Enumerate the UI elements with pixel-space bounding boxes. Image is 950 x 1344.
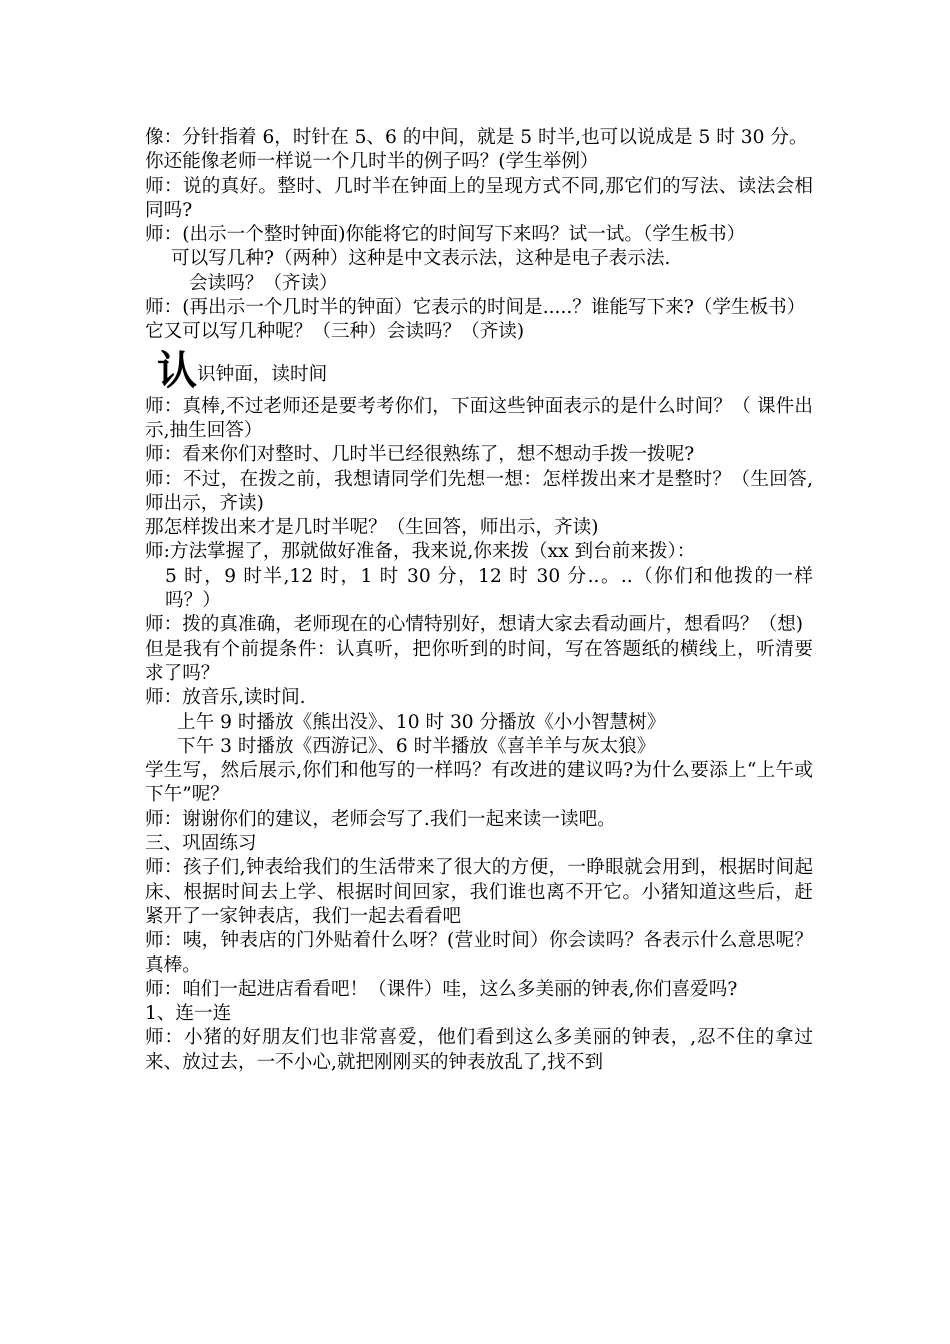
paragraph: 可以写几种?（两种）这种是中文表示法，这种是电子表示法. xyxy=(171,248,671,270)
paragraph: 师：放音乐,读时间. xyxy=(145,687,306,709)
paragraph: 师：真棒,不过老师还是要考考你们，下面这些钟面表示的是什么时间？（ 课件出示,抽生回答） xyxy=(145,395,813,441)
paragraph: 师：谢谢你们的建议，老师会写了.我们一起来读一读吧。 xyxy=(145,808,616,830)
paragraph: 师：不过，在拨之前，我想请同学们先想一想：怎样拨出来才是整时？（生回答,师出示，齐读) xyxy=(145,468,813,514)
paragraph: 师：小猪的好朋友们也非常喜爱，他们看到这么多美丽的钟表，,忍不住的拿过来、放过去，一不小心,就把刚刚买的钟表放乱了,找不到 xyxy=(145,1027,813,1073)
paragraph: 5 时，9 时半,12 时，1 时 30 分，12 时 30 分..。..（你们和他拨的一样吗？） xyxy=(165,565,813,612)
paragraph: 你还能像老师一样说一个几时半的例子吗？(学生举例） xyxy=(145,151,599,173)
section-heading xyxy=(145,347,813,394)
subsection-title: 1、连一连 xyxy=(145,1003,232,1025)
paragraph: 师：说的真好。整时、几时半在钟面上的呈现方式不同,那它们的写法、读法会相同吗? xyxy=(145,175,813,221)
paragraph: 它又可以写几种呢？（三种）会读吗？（齐读) xyxy=(145,321,525,343)
paragraph: 学生写，然后展示,你们和他写的一样吗？有改进的建议吗?为什么要添上“上午或下午”呢？ xyxy=(145,760,813,806)
paragraph: 师：孩子们,钟表给我们的生活带来了很大的方便，一睁眼就会用到，根据时间起床、根据时间去上学、根据时间回家，我们谁也离不开它。小猪知道这些后，赶紧开了一家钟表店，我们一起去看看吧 xyxy=(145,857,813,927)
heading-dropcap: 认 xyxy=(157,347,197,394)
paragraph: 那怎样拨出来才是几时半呢？（生回答，师出示，齐读) xyxy=(145,517,599,539)
paragraph: 师：(出示一个整时钟面)你能将它的时间写下来吗？试一试。（学生板书） xyxy=(145,224,746,246)
section-title: 三、巩固练习 xyxy=(145,833,257,855)
heading-text: 识钟面，读时间 xyxy=(197,363,328,385)
paragraph: 师：咦，钟表店的门外贴着什么呀？(营业时间）你会读吗？各表示什么意思呢？真棒。 xyxy=(145,930,813,976)
paragraph: 师：看来你们对整时、几时半已经很熟练了，想不想动手拨一拨呢? xyxy=(145,444,695,466)
paragraph: 但是我有个前提条件：认真听，把你听到的时间，写在答题纸的横线上，听清要求了吗？ xyxy=(145,638,813,684)
paragraph: 师：拨的真准确，老师现在的心情特别好，想请大家去看动画片，想看吗？（想) xyxy=(145,614,804,636)
document-body xyxy=(145,126,813,1075)
paragraph: 师：咱们一起进店看看吧！（课件）哇，这么多美丽的钟表,你们喜爱吗? xyxy=(145,978,738,1000)
paragraph: 师:方法掌握了，那就做好准备，我来说,你来拨（xx 到台前来拨）： xyxy=(145,541,696,563)
paragraph: 像：分针指着 6，时针在 5、6 的中间，就是 5 时半,也可以说成是 5 时 30 分。 xyxy=(145,127,808,148)
paragraph: 上午 9 时播放《熊出没》、10 时 30 分播放《小小智慧树》 xyxy=(177,711,666,733)
paragraph: 会读吗？（齐读） xyxy=(189,272,338,294)
paragraph: 下午 3 时播放《西游记》、6 时半播放《喜羊羊与灰太狼》 xyxy=(177,735,656,757)
paragraph: 师：(再出示一个几时半的钟面）它表示的时间是.....？谁能写下来?（学生板书） xyxy=(145,297,806,319)
